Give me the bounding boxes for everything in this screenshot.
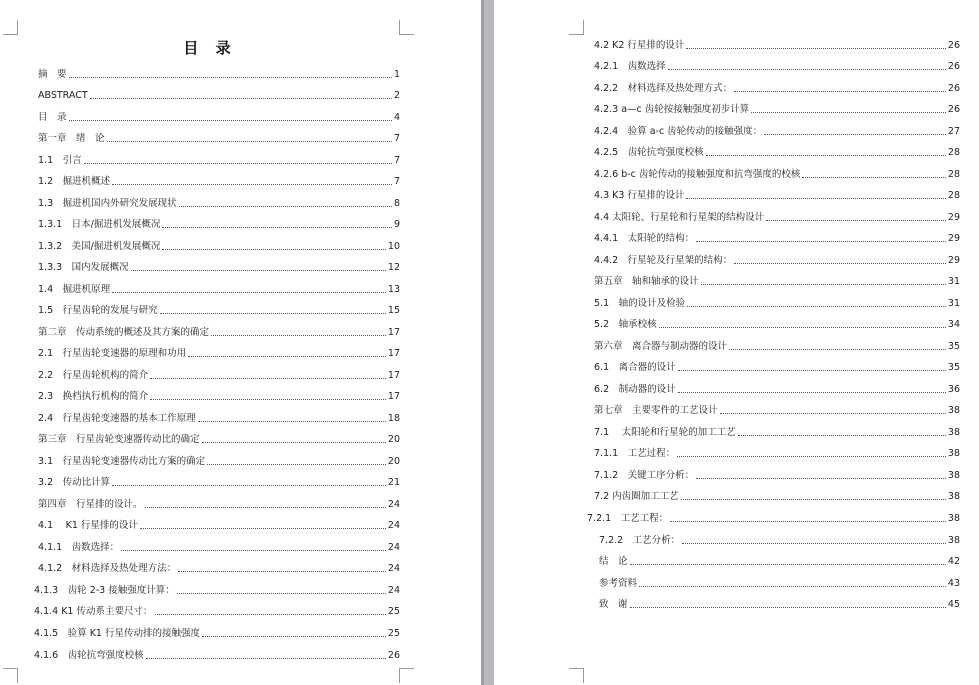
toc-entry-title: 4.2.3 a—c 齿轮按接触强度初步计算	[594, 104, 750, 115]
toc-entry-title: 1.3 掘进机国内外研究发展现状	[38, 198, 177, 209]
toc-entry-title: 5.1 轴的设计及检验	[594, 298, 686, 309]
toc-entry-title: 4.4.1 太阳轮的结构：	[594, 233, 695, 244]
toc-entry-page-number: 38	[947, 405, 960, 416]
toc-entry-title: 4.1.2 材料选择及热处理方法：	[38, 563, 177, 574]
toc-entry[interactable]	[594, 446, 960, 460]
toc-entry-page-number: 28	[947, 147, 960, 158]
toc-entry[interactable]	[38, 153, 400, 167]
toc-entry-page-number: 8	[393, 198, 400, 209]
toc-dot-leader	[202, 635, 386, 637]
toc-entry[interactable]	[34, 604, 400, 618]
toc-entry-title: 4.1 K1 行星排的设计	[38, 520, 138, 531]
toc-entry-page-number: 20	[387, 456, 400, 467]
toc-entry-page-number: 42	[947, 556, 960, 567]
toc-dot-leader	[121, 549, 386, 551]
toc-entry-page-number: 31	[947, 298, 960, 309]
toc-dot-leader	[670, 520, 946, 522]
toc-entry-page-number: 26	[387, 650, 400, 661]
toc-entry-title: 第七章 主要零件的工艺设计	[594, 405, 718, 416]
toc-dot-leader	[178, 570, 386, 572]
toc-entry[interactable]	[594, 253, 960, 267]
toc-entry-title: 第三章 行星齿轮变速器传动比的确定	[38, 434, 200, 445]
toc-entry[interactable]	[38, 88, 400, 102]
toc-entry[interactable]	[38, 346, 400, 360]
toc-entry-title: 6.2 制动器的设计	[594, 384, 676, 395]
toc-entry[interactable]	[587, 511, 960, 525]
toc-entry-page-number: 29	[947, 233, 960, 244]
toc-dot-leader	[179, 205, 392, 207]
toc-entry-title: 4.2 K2 行星排的设计	[594, 40, 685, 51]
toc-dot-leader	[678, 391, 946, 393]
toc-dot-leader	[706, 154, 946, 156]
toc-entry-title: 2.1 行星齿轮变速器的原理和功用	[38, 348, 187, 359]
toc-dot-leader	[202, 441, 386, 443]
margin-corner-top-left	[569, 20, 584, 35]
toc-entry[interactable]	[594, 210, 960, 224]
toc-entry-page-number: 26	[947, 61, 960, 72]
left-document-page	[0, 0, 481, 685]
toc-entry[interactable]	[594, 274, 960, 288]
toc-entry-title: 7.2.2 工艺分析：	[599, 535, 681, 546]
toc-entry-page-number: 43	[947, 578, 960, 589]
toc-entry-page-number: 24	[387, 520, 400, 531]
toc-entry[interactable]	[594, 382, 960, 396]
toc-dot-leader	[198, 420, 386, 422]
toc-entry[interactable]	[38, 131, 400, 145]
toc-dot-leader	[150, 377, 386, 379]
toc-entry[interactable]	[594, 188, 960, 202]
toc-entry-title: 4.1.6 齿轮抗弯强度校核	[34, 650, 144, 661]
toc-entry-page-number: 12	[387, 262, 400, 273]
toc-entry-title: 摘 要	[38, 69, 67, 80]
toc-dot-leader	[630, 606, 946, 608]
toc-dot-leader	[639, 585, 946, 587]
toc-dot-leader	[84, 162, 392, 164]
toc-entry[interactable]	[38, 540, 400, 554]
toc-entry-page-number: 2	[393, 90, 400, 101]
toc-entry-title: 3.1 行星齿轮变速器传动比方案的确定	[38, 456, 206, 467]
toc-dot-leader	[668, 68, 946, 70]
toc-entry-title: 7.2.1 工艺工程：	[587, 513, 669, 524]
toc-entry[interactable]	[38, 325, 400, 339]
toc-entry-page-number: 4	[393, 112, 400, 123]
toc-dot-leader	[112, 183, 392, 185]
toc-entry-title: 1.3.2 美国/掘进机发展概况	[38, 241, 161, 252]
toc-entry-page-number: 17	[387, 327, 400, 338]
toc-dot-leader	[734, 262, 946, 264]
toc-dot-leader	[696, 477, 946, 479]
toc-title: 目 录	[183, 39, 237, 57]
toc-entry-title: 3.2 传动比计算	[38, 477, 111, 488]
toc-entry[interactable]	[599, 576, 960, 590]
toc-dot-leader	[677, 455, 946, 457]
toc-entry[interactable]	[38, 282, 400, 296]
toc-entry[interactable]	[38, 518, 400, 532]
toc-entry-title: 结 论	[599, 556, 628, 567]
toc-dot-leader	[678, 369, 946, 371]
toc-entry[interactable]	[594, 59, 960, 73]
toc-entry-title: 1.5 行星齿轮的发展与研究	[38, 305, 158, 316]
toc-entry-page-number: 17	[387, 348, 400, 359]
toc-dot-leader	[107, 140, 392, 142]
toc-entry-title: 参考资料	[599, 578, 638, 589]
toc-entry-page-number: 25	[387, 606, 400, 617]
toc-entry-title: 4.2.5 齿轮抗弯强度校核	[594, 147, 704, 158]
toc-dot-leader	[160, 312, 386, 314]
toc-entry-page-number: 20	[387, 434, 400, 445]
toc-entry-page-number: 24	[387, 499, 400, 510]
toc-entry-page-number: 36	[947, 384, 960, 395]
toc-dot-leader	[146, 657, 386, 659]
toc-entry[interactable]	[594, 425, 960, 439]
right-document-page	[494, 0, 979, 685]
page-gutter	[481, 0, 494, 685]
toc-dot-leader	[686, 197, 945, 199]
toc-entry-page-number: 26	[947, 83, 960, 94]
toc-dot-leader	[686, 47, 945, 49]
toc-entry-page-number: 15	[387, 305, 400, 316]
toc-entry-title: 1.3.1 日本/掘进机发展概况	[38, 219, 161, 230]
toc-entry[interactable]	[38, 454, 400, 468]
toc-entry[interactable]	[594, 124, 960, 138]
toc-entry[interactable]	[38, 260, 400, 274]
toc-entry-title: 7.1.2 关键工序分析：	[594, 470, 695, 481]
toc-entry[interactable]	[594, 468, 960, 482]
toc-entry-title: 1.3.3 国内发展概况	[38, 262, 129, 273]
toc-entry-title: 第四章 行星排的设计。	[38, 499, 143, 510]
toc-dot-leader	[211, 334, 386, 336]
margin-corner-top-left	[3, 20, 18, 35]
toc-dot-leader	[207, 463, 386, 465]
toc-dot-leader	[738, 434, 946, 436]
toc-entry-page-number: 7	[393, 155, 400, 166]
toc-entry[interactable]	[594, 339, 960, 353]
toc-entry[interactable]	[594, 167, 960, 181]
toc-entry-page-number: 38	[947, 448, 960, 459]
toc-entry-title: 4.2.4 验算 a-c 齿轮传动的接触强度：	[594, 126, 763, 137]
toc-entry-page-number: 31	[947, 276, 960, 287]
toc-dot-leader	[701, 283, 946, 285]
toc-entry[interactable]	[594, 102, 960, 116]
toc-entry-title: 4.1.1 齿数选择：	[38, 542, 120, 553]
toc-entry-title: ABSTRACT	[38, 90, 88, 101]
toc-dot-leader	[766, 219, 946, 221]
toc-entry-page-number: 17	[387, 391, 400, 402]
toc-entry-title: 致 谢	[599, 599, 628, 610]
toc-dot-leader	[802, 176, 946, 178]
toc-entry-page-number: 10	[387, 241, 400, 252]
toc-entry[interactable]	[599, 533, 960, 547]
toc-dot-leader	[145, 506, 386, 508]
margin-corner-top-right	[399, 20, 414, 35]
toc-entry-page-number: 24	[387, 563, 400, 574]
toc-dot-leader	[69, 76, 392, 78]
toc-entry[interactable]	[38, 217, 400, 231]
toc-entry-page-number: 21	[387, 477, 400, 488]
toc-entry-title: 4.3 K3 行星排的设计	[594, 190, 685, 201]
toc-entry-page-number: 9	[393, 219, 400, 230]
toc-entry-title: 目 录	[38, 112, 67, 123]
toc-entry-title: 6.1 离合器的设计	[594, 362, 676, 373]
toc-dot-leader	[734, 90, 946, 92]
toc-entry[interactable]	[38, 110, 400, 124]
toc-entry[interactable]	[34, 648, 400, 662]
toc-entry-title: 1.1 引言	[38, 155, 82, 166]
toc-entry-page-number: 1	[393, 69, 400, 80]
toc-entry-page-number: 38	[947, 535, 960, 546]
toc-entry[interactable]	[34, 626, 400, 640]
toc-dot-leader	[177, 592, 386, 594]
toc-dot-leader	[162, 248, 386, 250]
toc-entry[interactable]	[599, 597, 960, 611]
toc-entry[interactable]	[34, 583, 400, 597]
toc-entry-page-number: 28	[947, 169, 960, 180]
toc-entry-page-number: 28	[947, 190, 960, 201]
toc-entry[interactable]	[594, 317, 960, 331]
toc-dot-leader	[188, 355, 386, 357]
toc-entry-page-number: 38	[947, 427, 960, 438]
toc-entry-title: 7.2 内齿圈加工工艺	[594, 491, 679, 502]
toc-entry-title: 7.1 太阳轮和行星轮的加工工艺	[594, 427, 736, 438]
toc-entry[interactable]	[594, 360, 960, 374]
toc-entry[interactable]	[38, 497, 400, 511]
toc-entry-title: 4.1.5 验算 K1 行星传动排的接触强度	[34, 628, 200, 639]
toc-dot-leader	[687, 305, 946, 307]
toc-entry-page-number: 17	[387, 370, 400, 381]
toc-dot-leader	[764, 133, 946, 135]
toc-dot-leader	[90, 97, 392, 99]
toc-entry-page-number: 35	[947, 362, 960, 373]
toc-entry[interactable]	[594, 38, 960, 52]
toc-entry-title: 4.1.4 K1 传动系主要尺寸：	[34, 606, 153, 617]
toc-entry-page-number: 13	[387, 284, 400, 295]
toc-entry-title: 7.1.1 工艺过程：	[594, 448, 676, 459]
toc-entry[interactable]	[594, 296, 960, 310]
toc-entry[interactable]	[38, 67, 400, 81]
toc-entry[interactable]	[38, 174, 400, 188]
toc-entry-title: 4.4 太阳轮、行星轮和行星架的结构设计	[594, 212, 765, 223]
toc-entry[interactable]	[594, 81, 960, 95]
toc-entry[interactable]	[38, 368, 400, 382]
toc-entry-title: 5.2 轴承校核	[594, 319, 657, 330]
toc-dot-leader	[682, 542, 946, 544]
margin-corner-bottom-left	[569, 668, 584, 683]
toc-entry-title: 2.3 换档执行机构的简介	[38, 391, 149, 402]
toc-entry-title: 第二章 传动系统的概述及其方案的确定	[38, 327, 210, 338]
toc-entry[interactable]	[38, 475, 400, 489]
toc-entry-page-number: 38	[947, 470, 960, 481]
toc-entry-page-number: 24	[387, 585, 400, 596]
toc-entry-title: 2.4 行星齿轮变速器的基本工作原理	[38, 413, 196, 424]
toc-entry-title: 4.1.3 齿轮 2-3 接触强度计算：	[34, 585, 175, 596]
toc-entry-page-number: 38	[947, 513, 960, 524]
toc-dot-leader	[112, 484, 386, 486]
toc-entry[interactable]	[38, 196, 400, 210]
toc-dot-leader	[162, 226, 392, 228]
toc-entry-title: 第一章 绪 论	[38, 133, 105, 144]
toc-entry-title: 4.2.6 b-c 齿轮传动的接触强度和抗弯强度的校核	[594, 169, 801, 180]
toc-entry-page-number: 45	[947, 599, 960, 610]
toc-entry-page-number: 25	[387, 628, 400, 639]
toc-entry[interactable]	[594, 403, 960, 417]
toc-entry[interactable]	[599, 554, 960, 568]
toc-entry[interactable]	[38, 303, 400, 317]
toc-entry-title: 1.4 掘进机原理	[38, 284, 111, 295]
toc-dot-leader	[729, 348, 946, 350]
toc-dot-leader	[131, 269, 386, 271]
toc-dot-leader	[720, 412, 946, 414]
toc-entry-page-number: 26	[947, 104, 960, 115]
toc-entry-page-number: 34	[947, 319, 960, 330]
toc-dot-leader	[155, 613, 386, 615]
toc-entry-page-number: 27	[947, 126, 960, 137]
toc-entry-page-number: 29	[947, 255, 960, 266]
toc-entry-title: 第五章 轴和轴承的设计	[594, 276, 699, 287]
toc-entry[interactable]	[38, 411, 400, 425]
toc-entry-page-number: 18	[387, 413, 400, 424]
toc-dot-leader	[751, 111, 946, 113]
toc-dot-leader	[112, 291, 386, 293]
margin-corner-bottom-left	[3, 668, 18, 683]
toc-entry-page-number: 29	[947, 212, 960, 223]
toc-entry-page-number: 7	[393, 176, 400, 187]
toc-entry-title: 4.4.2 行星轮及行星架的结构：	[594, 255, 733, 266]
toc-entry-page-number: 38	[947, 491, 960, 502]
toc-entry-title: 1.2 掘进机概述	[38, 176, 111, 187]
toc-dot-leader	[140, 527, 386, 529]
toc-entry-page-number: 7	[393, 133, 400, 144]
toc-entry-title: 4.2.2 材料选择及热处理方式：	[594, 83, 733, 94]
toc-entry[interactable]	[38, 561, 400, 575]
toc-entry-title: 第六章 离合器与制动器的设计	[594, 341, 728, 352]
toc-dot-leader	[696, 240, 946, 242]
toc-dot-leader	[150, 398, 386, 400]
toc-entry-page-number: 24	[387, 542, 400, 553]
toc-entry-title: 2.2 行星齿轮机构的简介	[38, 370, 149, 381]
toc-entry[interactable]	[594, 145, 960, 159]
toc-dot-leader	[659, 326, 946, 328]
toc-entry[interactable]	[38, 239, 400, 253]
toc-dot-leader	[630, 563, 946, 565]
margin-corner-bottom-right	[399, 668, 414, 683]
toc-entry-title: 4.2.1 齿数选择	[594, 61, 666, 72]
toc-entry[interactable]	[594, 489, 960, 503]
toc-entry[interactable]	[38, 389, 400, 403]
toc-entry-page-number: 35	[947, 341, 960, 352]
toc-dot-leader	[69, 119, 392, 121]
toc-entry[interactable]	[38, 432, 400, 446]
toc-entry-page-number: 26	[947, 40, 960, 51]
toc-dot-leader	[681, 498, 946, 500]
toc-entry[interactable]	[594, 231, 960, 245]
